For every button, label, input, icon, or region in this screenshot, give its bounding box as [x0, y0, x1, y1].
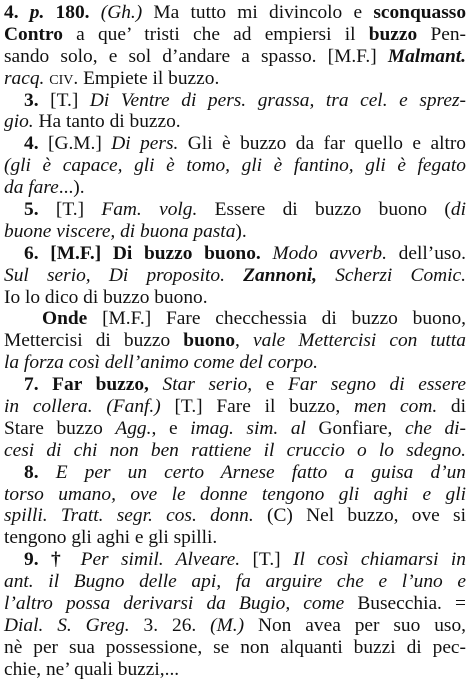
text-segment: buone viscere, di buona pasta — [4, 220, 236, 242]
text-segment: Di pers. — [111, 133, 179, 155]
text-line — [4, 418, 466, 440]
dictionary-page — [4, 2, 467, 680]
text-segment: Gonfiare, — [305, 417, 405, 439]
text-segment: Onde — [42, 308, 88, 330]
text-line — [4, 637, 466, 659]
text-segment: 6. [M.F.] Di buzzo buono. — [24, 242, 261, 264]
text-line — [4, 396, 466, 418]
text-segment: (Fanf.) — [106, 396, 161, 418]
text-segment: tengono gli aghi e gli spilli. — [4, 527, 218, 549]
text-segment: nè per sua possessione, se non alquanti buzzi di pec- — [4, 636, 466, 658]
text-line — [4, 177, 466, 199]
text-line — [4, 484, 466, 506]
text-segment: racq. — [4, 67, 45, 89]
text-segment: 3. 26. — [129, 614, 211, 636]
text-segment: a que’ tristi che ad empiersi il — [62, 23, 369, 45]
text-line — [4, 133, 466, 155]
text-segment: imag. sim. al — [190, 417, 306, 439]
text-segment: spilli. Tratt. segr. cos. donn. — [4, 505, 254, 527]
text-segment: 4. — [24, 133, 48, 155]
text-line — [4, 374, 466, 396]
text-segment: Modo avverb. — [272, 242, 387, 264]
text-segment: (Gh.) — [100, 2, 143, 23]
text-line — [4, 155, 466, 177]
text-segment: Far segno di essere — [287, 374, 466, 396]
text-segment: dell’uso. — [386, 242, 466, 264]
text-line — [4, 549, 466, 571]
text-segment: Empiete il buzzo. — [78, 67, 220, 89]
text-line — [4, 615, 466, 637]
text-segment: l’altro possa derivarsi da Bugio, come — [4, 593, 345, 615]
text-line — [4, 24, 466, 46]
text-line — [4, 462, 466, 484]
text-segment: 5. — [24, 199, 56, 221]
text-line — [4, 593, 466, 615]
text-segment — [93, 396, 107, 417]
text-segment: sconquasso — [373, 2, 467, 23]
text-segment: Ha tanto di buzzo. — [33, 111, 181, 133]
text-line — [4, 221, 466, 243]
text-line — [4, 352, 466, 374]
text-segment: Agg. — [115, 417, 152, 439]
text-line — [4, 440, 466, 462]
text-segment: (C) Nel buzzo, ove si — [253, 505, 466, 527]
text-line — [4, 265, 466, 287]
text-segment: in collera. — [4, 396, 93, 418]
text-segment: [T.] — [50, 89, 90, 111]
text-segment: cesi di chi non ben rattiene il cruccio o lo sdegno. — [4, 439, 466, 461]
text-segment: Scherzi Comic. — [335, 264, 467, 286]
text-segment: Essere di buzzo buono ( — [197, 199, 451, 221]
text-line — [4, 287, 466, 309]
text-segment: E per un certo Arnese fatto a guisa d’un — [55, 461, 467, 483]
text-segment: che di- — [404, 417, 467, 439]
text-line — [4, 571, 466, 593]
text-segment: ...). — [58, 177, 85, 199]
text-segment: men com. — [353, 396, 438, 418]
text-segment: gio. — [4, 111, 34, 133]
text-segment: ). — [235, 220, 247, 242]
text-segment: [T.] — [240, 549, 294, 571]
text-segment: da fare — [4, 177, 59, 199]
text-segment: Ma tutto mi divincolo e — [142, 2, 374, 23]
text-segment: ant. il Bugno delle api, fa arguire che e l’uno e — [4, 571, 466, 593]
text-segment: di — [450, 199, 466, 221]
text-line — [4, 199, 466, 221]
text-segment: (M.) — [210, 614, 245, 636]
text-segment: Per simil. Alveare. — [80, 549, 241, 571]
text-segment — [225, 265, 243, 286]
text-segment: 3. — [24, 89, 51, 111]
text-line — [4, 111, 466, 133]
text-segment: Il così chiamarsi in — [293, 549, 466, 571]
text-line — [4, 308, 466, 330]
text-line — [4, 330, 466, 352]
text-segment: , e — [151, 417, 191, 439]
text-segment: 7. Far buzzo, — [24, 374, 149, 396]
text-segment: Non avea per suo uso, — [244, 614, 466, 636]
text-segment: 8. — [24, 461, 56, 483]
text-segment: Star serio — [162, 374, 248, 396]
text-segment — [149, 374, 163, 395]
text-segment: di — [437, 396, 466, 418]
text-line — [4, 659, 466, 681]
text-segment: (gli è capace, gli è tomo, gli è fantino, gli è fegato — [4, 155, 466, 177]
text-segment: , — [235, 330, 253, 352]
text-segment: torso umano, ove le donne tengono gli aghi e gli — [4, 483, 466, 505]
text-segment: Busecchia. = — [344, 593, 466, 615]
text-segment: Di Ventre di pers. grassa, tra cel. e sprez- — [89, 89, 466, 111]
text-segment — [261, 243, 273, 264]
text-segment: la forza così dell’animo come del corpo. — [4, 352, 318, 374]
text-segment — [317, 265, 335, 286]
text-line — [4, 68, 466, 90]
text-line — [4, 527, 466, 549]
text-segment: Gli è buzzo da far quello e altro — [178, 133, 466, 155]
text-segment: [M.F.] Fare checchessia di buzzo buono, — [87, 308, 466, 330]
text-segment: 4. — [4, 2, 30, 23]
text-segment: Mettercisi di buzzo — [4, 330, 184, 352]
text-segment: [G.M.] — [47, 133, 112, 155]
text-segment: chie, ne’ quali buzzi,... — [4, 658, 180, 680]
text-segment: Pen- — [417, 23, 466, 45]
text-segment: p. — [29, 2, 45, 23]
text-segment: Zannoni, — [243, 264, 317, 286]
text-segment: , e — [247, 374, 288, 396]
text-line — [4, 243, 466, 265]
text-segment: 180. — [44, 2, 101, 23]
text-segment: Io lo dico di buzzo buono. — [4, 286, 208, 308]
text-segment: [T.] — [55, 199, 102, 221]
text-line — [4, 505, 466, 527]
text-segment: Sul serio, Di proposito. — [4, 264, 225, 286]
text-segment: sando solo, e sol d’andare a spasso. [M.F.] — [4, 45, 388, 67]
text-segment: Dial. S. Greg. — [4, 614, 130, 636]
text-segment: civ. — [44, 67, 79, 89]
text-line — [4, 90, 466, 112]
text-line — [4, 46, 466, 68]
text-segment: buono — [183, 330, 236, 352]
text-segment: vale Mettercisi con tutta — [252, 330, 466, 352]
text-segment: Contro — [4, 23, 63, 45]
text-segment: Stare buzzo — [4, 417, 116, 439]
text-segment: [T.] Fare il buzzo, — [160, 396, 354, 418]
text-segment: 9. † — [24, 549, 81, 571]
text-line — [4, 2, 466, 24]
text-segment: Malmant. — [387, 45, 466, 67]
text-segment: Fam. volg. — [101, 199, 198, 221]
text-segment: buzzo — [368, 23, 418, 45]
